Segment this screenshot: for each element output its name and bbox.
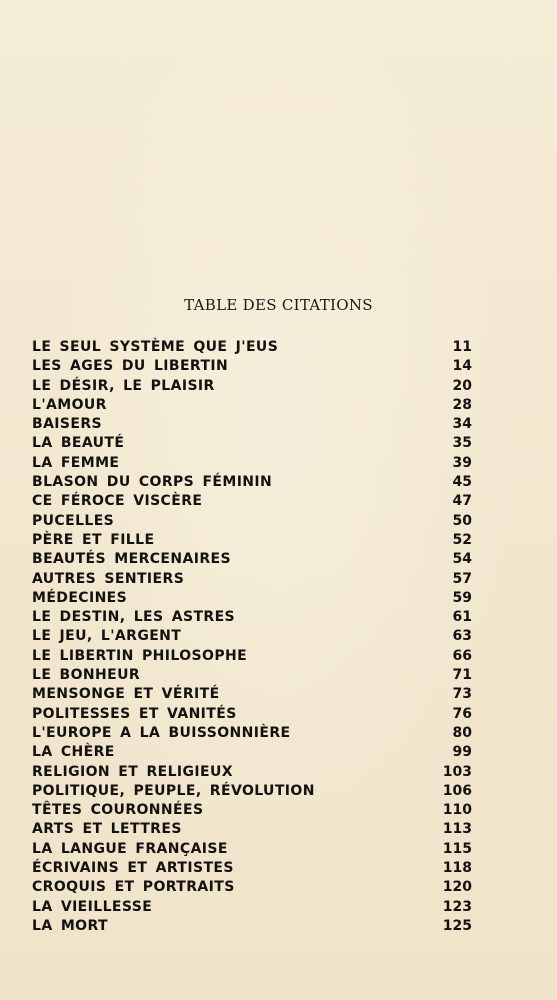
toc-entry: [32, 917, 472, 936]
toc-entry-page-number: 11: [452, 339, 472, 355]
toc-entry: [32, 550, 472, 569]
toc-entry-page-number: 103: [442, 763, 472, 780]
toc-entry-page-number: 66: [452, 647, 472, 664]
toc-entry-title: CE FÉROCE VISCÈRE: [32, 493, 203, 510]
toc-entry: [32, 396, 472, 415]
toc-entry-title: LE DESTIN, LES ASTRES: [32, 609, 236, 626]
toc-entry-page-number: 118: [442, 860, 472, 877]
toc-entry-page-number: 57: [452, 570, 472, 587]
toc-entry-title: LE JEU, L'ARGENT: [32, 628, 182, 645]
toc-entry: [32, 685, 472, 704]
toc-entry-page-number: 125: [442, 917, 472, 934]
toc-entry-title: TÊTES COURONNÉES: [32, 802, 204, 819]
toc-entry-page-number: 99: [452, 744, 472, 761]
toc-entry: [32, 782, 472, 801]
toc-entry-page-number: 106: [442, 782, 472, 799]
toc-entry-page-number: 73: [452, 686, 472, 703]
toc-entry-title: LA VIEILLESSE: [32, 898, 153, 915]
toc-entry: [32, 820, 472, 839]
toc-entry-title: MÉDECINES: [32, 589, 128, 606]
toc-entry-title: LA LANGUE FRANÇAISE: [32, 840, 228, 857]
toc-entry-page-number: 113: [442, 821, 472, 838]
toc-entry: [32, 531, 472, 550]
toc-entry: [32, 898, 472, 917]
toc-entry-title: LE BONHEUR: [32, 667, 141, 684]
toc-entry: [32, 415, 472, 434]
toc-entry-title: PÈRE ET FILLE: [32, 531, 155, 548]
toc-entry-page-number: 52: [452, 531, 472, 548]
table-of-contents: [32, 338, 472, 936]
toc-entry: [32, 878, 472, 897]
toc-entry-page-number: 39: [452, 454, 472, 471]
toc-entry-title: RELIGION ET RELIGIEUX: [32, 763, 233, 780]
toc-entry: [32, 454, 472, 473]
toc-entry-page-number: 110: [442, 802, 472, 819]
toc-entry-title: LE SEUL SYSTÈME QUE J'EUS: [32, 339, 279, 355]
toc-entry: [32, 666, 472, 685]
toc-entry: [32, 743, 472, 762]
toc-entry-page-number: 123: [442, 898, 472, 915]
toc-entry: [32, 570, 472, 589]
toc-entry: [32, 589, 472, 608]
toc-entry-title: BAISERS: [32, 416, 103, 433]
toc-entry: [32, 801, 472, 820]
toc-entry-page-number: 20: [452, 377, 472, 394]
toc-entry-title: LE DÉSIR, LE PLAISIR: [32, 377, 215, 394]
toc-entry-title: LA MORT: [32, 917, 108, 934]
toc-entry: [32, 840, 472, 859]
toc-entry-title: ARTS ET LETTRES: [32, 821, 182, 838]
toc-entry: [32, 608, 472, 627]
toc-entry: [32, 859, 472, 878]
toc-entry-title: LE LIBERTIN PHILOSOPHE: [32, 647, 248, 664]
toc-entry: [32, 492, 472, 511]
toc-entry-page-number: 59: [452, 589, 472, 606]
toc-entry-page-number: 50: [452, 512, 472, 529]
toc-entry-page-number: 71: [452, 667, 472, 684]
toc-entry-title: ÉCRIVAINS ET ARTISTES: [32, 860, 234, 877]
toc-entry-page-number: 54: [452, 551, 472, 568]
toc-entry-title: LA FEMME: [32, 454, 120, 471]
toc-entry-page-number: 35: [452, 435, 472, 452]
toc-entry-title: POLITESSES ET VANITÉS: [32, 705, 237, 722]
toc-entry: [32, 647, 472, 666]
toc-entry-title: POLITIQUE, PEUPLE, RÉVOLUTION: [32, 782, 315, 799]
page-title: TABLE DES CITATIONS: [184, 296, 373, 314]
toc-entry-page-number: 47: [452, 493, 472, 510]
toc-entry: [32, 705, 472, 724]
toc-entry-page-number: 61: [452, 609, 472, 626]
toc-entry: [32, 724, 472, 743]
toc-entry-page-number: 14: [452, 358, 472, 375]
toc-entry-page-number: 80: [452, 724, 472, 741]
toc-entry: [32, 473, 472, 492]
toc-entry-title: L'AMOUR: [32, 396, 107, 413]
toc-entry-title: LA CHÈRE: [32, 744, 115, 761]
toc-entry-title: PUCELLES: [32, 512, 115, 529]
toc-entry: [32, 627, 472, 646]
toc-entry-title: BEAUTÉS MERCENAIRES: [32, 551, 231, 568]
toc-entry-title: CROQUIS ET PORTRAITS: [32, 879, 235, 896]
toc-entry: [32, 338, 472, 357]
toc-entry-page-number: 76: [452, 705, 472, 722]
toc-entry: [32, 357, 472, 376]
toc-entry-title: L'EUROPE A LA BUISSONNIÈRE: [32, 724, 291, 741]
toc-entry-page-number: 45: [452, 474, 472, 491]
toc-entry: [32, 512, 472, 531]
toc-entry: [32, 434, 472, 453]
toc-entry-page-number: 28: [452, 396, 472, 413]
toc-entry-title: BLASON DU CORPS FÉMININ: [32, 474, 273, 491]
toc-entry-page-number: 115: [442, 840, 472, 857]
toc-entry-title: LES AGES DU LIBERTIN: [32, 358, 229, 375]
toc-entry-title: LA BEAUTÉ: [32, 435, 125, 452]
toc-entry-title: MENSONGE ET VÉRITÉ: [32, 686, 220, 703]
toc-entry-page-number: 34: [452, 416, 472, 433]
toc-entry-title: AUTRES SENTIERS: [32, 570, 185, 587]
toc-entry-page-number: 63: [452, 628, 472, 645]
toc-entry-page-number: 120: [442, 879, 472, 896]
toc-entry: [32, 763, 472, 782]
toc-entry: [32, 377, 472, 396]
